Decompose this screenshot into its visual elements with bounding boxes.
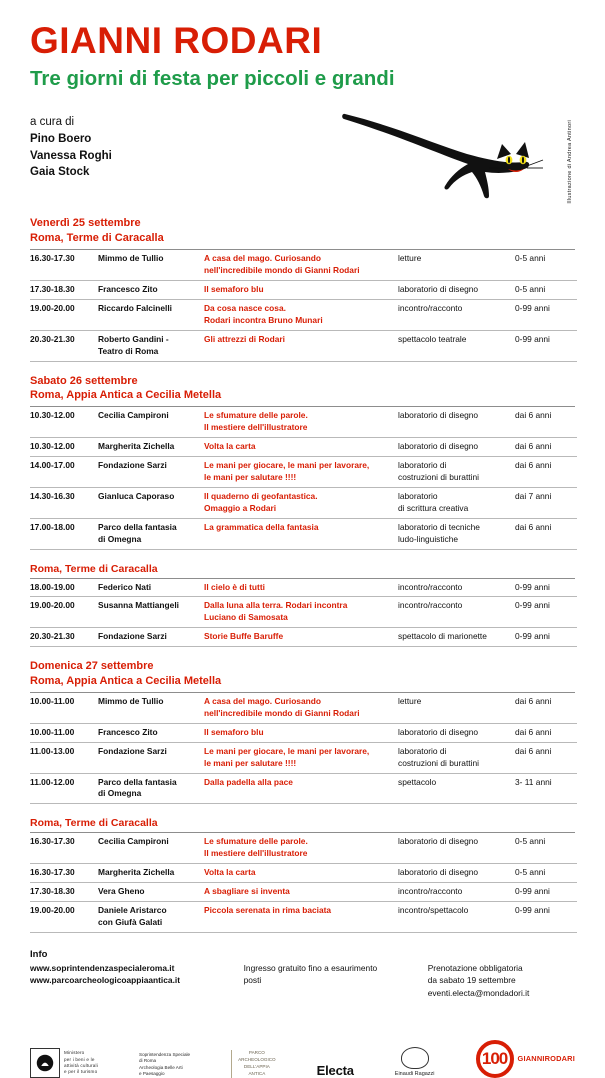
event-age: 0-5 anni: [515, 250, 577, 280]
event-what-line2: nell'incredibile mondo di Gianni Rodari: [204, 265, 360, 275]
event-kind: [398, 742, 515, 773]
event-what-line1: A casa del mago. Curiosando: [204, 695, 321, 706]
event-time: 19.00-20.00: [30, 597, 98, 628]
event-who: [98, 250, 204, 280]
events-table: [30, 407, 577, 549]
event-what: Volta la carta: [204, 864, 398, 883]
table-row: [30, 597, 577, 628]
day-heading: [30, 659, 575, 689]
info-block: [30, 949, 575, 1000]
event-who-line1: Parco della fantasia: [98, 521, 177, 532]
credits-row: [30, 114, 575, 204]
day-heading: [30, 216, 575, 246]
event-what-line1: A casa del mago. Curiosando: [204, 253, 321, 264]
mibact-line-4: e per il turismo: [64, 1068, 98, 1074]
event-what: [204, 742, 398, 773]
event-time: 10.00-11.00: [30, 723, 98, 742]
parco-line-1: PARCO: [248, 1050, 265, 1056]
event-age: dai 6 anni: [515, 407, 577, 437]
event-kind: spettacolo: [398, 773, 515, 804]
venue-heading: Roma, Terme di Caracalla: [30, 817, 158, 830]
event-what: [204, 597, 398, 628]
day-label: Sabato 26 settembre: [30, 374, 138, 387]
event-who: Cecilia Campironi: [98, 407, 204, 437]
event-who: [98, 518, 204, 549]
event-what-line1: Il quaderno di geofantastica.: [204, 490, 318, 501]
logo-einaudi-ragazzi: [395, 1047, 435, 1078]
cat-illustration: [339, 102, 549, 207]
day-label: Domenica 27 settembre: [30, 660, 154, 673]
event-who: [98, 902, 204, 933]
event-who: Susanna Mattiangeli: [98, 597, 204, 628]
event-age: 0-99 anni: [515, 883, 577, 902]
event-what-line2: Rodari incontra Bruno Munari: [204, 314, 323, 325]
venue-label: Roma, Appia Antica a Cecilia Metella: [30, 675, 222, 688]
einaudi-text: Einaudi Ragazzi: [394, 1070, 435, 1077]
day-heading: [30, 374, 575, 404]
event-what: [204, 833, 398, 863]
event-what-line2: Luciano di Samosata: [204, 612, 288, 623]
event-who: Margherita Zichella: [98, 438, 204, 457]
parco-line-3: DELL'APPIA: [243, 1063, 270, 1069]
event-age: dai 7 anni: [515, 487, 577, 518]
booking-email[interactable]: eventi.electa@mondadori.it: [427, 988, 530, 999]
day-label: Venerdì 25 settembre: [30, 217, 141, 230]
table-row: [30, 833, 577, 863]
event-what: Volta la carta: [204, 438, 398, 457]
event-age: dai 6 anni: [515, 693, 577, 723]
event-kind: laboratorio di disegno: [398, 407, 515, 437]
event-what: Gli attrezzi di Rodari: [204, 330, 398, 361]
event-kind-line2: ludo-linguistiche: [398, 533, 459, 544]
event-what: [204, 299, 398, 330]
event-age: 0-99 anni: [515, 628, 577, 647]
event-what: [204, 693, 398, 723]
table-row: [30, 742, 577, 773]
event-kind: laboratorio di disegno: [398, 723, 515, 742]
event-time: 20.30-21.30: [30, 628, 98, 647]
event-kind-line1: laboratorio di: [398, 745, 447, 756]
info-label: Info: [30, 948, 48, 960]
curator-name: Vanessa Roghi: [30, 149, 112, 162]
event-who-line1: Mimmo de Tullio: [98, 253, 164, 264]
booking-line-1: Prenotazione obbligatoria: [427, 962, 523, 973]
event-time: 20.30-21.30: [30, 330, 98, 361]
free-entry-line-1: Ingresso gratuito fino a esaurimento: [243, 962, 378, 973]
soprintendenza-text: [139, 1052, 190, 1078]
einaudi-block: [395, 1047, 435, 1078]
event-who: [98, 773, 204, 804]
event-what-line2: Omaggio a Rodari: [204, 502, 277, 513]
event-age: 0-5 anni: [515, 280, 577, 299]
event-who-line2: di Omegna: [98, 533, 142, 544]
free-entry-line-2: posti: [243, 975, 262, 986]
event-who: Fondazione Sarzi: [98, 456, 204, 487]
info-websites: [30, 962, 244, 1000]
sovr-line-2: di Roma: [139, 1058, 157, 1064]
event-age: 0-5 anni: [515, 864, 577, 883]
cat-svg: [339, 102, 549, 207]
event-what: Il semaforo blu: [204, 280, 398, 299]
table-row: [30, 628, 577, 647]
event-age: 0-99 anni: [515, 330, 577, 361]
events-table: [30, 250, 577, 361]
event-what-line2: Il mestiere dell'illustratore: [204, 422, 308, 433]
info-free-entry: [244, 962, 428, 1000]
event-what-line1: Dalla luna alla terra. Rodari incontra: [204, 600, 348, 611]
venue-heading: Roma, Terme di Caracalla: [30, 562, 158, 575]
page-subtitle: Tre giorni di festa per piccoli e grandi: [30, 66, 395, 90]
info-booking: [428, 962, 575, 1000]
event-kind: [398, 456, 515, 487]
illustration-credit: Illustrazione di Andrea Antinori: [567, 120, 573, 204]
event-time: 11.00-13.00: [30, 742, 98, 773]
event-kind: incontro/racconto: [398, 579, 515, 597]
event-age: 0-99 anni: [515, 579, 577, 597]
event-what: [204, 487, 398, 518]
events-table: [30, 693, 577, 804]
event-what: Dalla padella alla pace: [204, 773, 398, 804]
event-what-line1: Le sfumature delle parole.: [204, 836, 308, 847]
curator-name: Pino Boero: [30, 133, 92, 146]
mibact-line-1: Ministero: [64, 1050, 85, 1056]
event-kind-line2: costruzioni di burattini: [398, 471, 479, 482]
event-who: Francesco Zito: [98, 723, 204, 742]
event-who: Fondazione Sarzi: [98, 742, 204, 773]
event-kind-line1: laboratorio di tecniche: [398, 521, 480, 532]
event-what: [204, 250, 398, 280]
schedule: [30, 216, 575, 932]
event-time: 10.30-12.00: [30, 407, 98, 437]
parco-text: [231, 1050, 276, 1078]
event-time: 17.00-18.00: [30, 518, 98, 549]
curated-lead: a cura di: [30, 116, 75, 129]
event-time: 11.00-12.00: [30, 773, 98, 804]
event-who-line2: Teatro di Roma: [98, 345, 159, 356]
event-time: 19.00-20.00: [30, 299, 98, 330]
event-time: 17.30-18.30: [30, 883, 98, 902]
logo-electa: [317, 1063, 354, 1078]
event-kind: [398, 250, 515, 280]
logo-parco-appia: [231, 1050, 276, 1078]
logos-row: [30, 1020, 575, 1078]
event-kind: spettacolo teatrale: [398, 330, 515, 361]
event-who-line1: Daniele Aristarco: [98, 905, 167, 916]
event-kind: laboratorio di disegno: [398, 438, 515, 457]
event-kind: spettacolo di marionette: [398, 628, 515, 647]
event-age: dai 6 anni: [515, 456, 577, 487]
table-row: [30, 579, 577, 597]
table-row: [30, 902, 577, 933]
table-row: [30, 518, 577, 549]
website-link-2[interactable]: www.parcoarcheologicoappiaantica.it: [30, 975, 181, 986]
event-kind-line1: letture: [398, 253, 422, 264]
event-who: Francesco Zito: [98, 280, 204, 299]
event-what-line2: nell'incredibile mondo di Gianni Rodari: [204, 707, 360, 718]
event-kind-line1: laboratorio: [398, 490, 438, 501]
event-age: dai 6 anni: [515, 723, 577, 742]
event-what-line1: Da cosa nasce cosa.: [204, 302, 286, 313]
table-row: [30, 864, 577, 883]
venue-label: Roma, Terme di Caracalla: [30, 232, 164, 245]
info-columns: [30, 962, 575, 1000]
event-age: dai 6 anni: [515, 438, 577, 457]
mibact-text: [64, 1050, 98, 1075]
event-kind: [398, 518, 515, 549]
events-table: [30, 579, 577, 648]
event-what: Il semaforo blu: [204, 723, 398, 742]
event-what-line1: Le mani per giocare, le mani per lavorare,: [204, 459, 370, 470]
venue-label: Roma, Appia Antica a Cecilia Metella: [30, 389, 222, 402]
parco-line-2: ARCHEOLOGICO: [238, 1057, 276, 1063]
event-who: Fondazione Sarzi: [98, 628, 204, 647]
event-what-line2: le mani per salutare !!!!: [204, 757, 297, 768]
event-age: 0-99 anni: [515, 299, 577, 330]
page-title: GIANNI RODARI: [30, 20, 323, 61]
centenary-ring-icon: [476, 1040, 514, 1078]
event-kind-line2: di scrittura creativa: [398, 502, 469, 513]
centenary-name: GIANNIRODARI: [517, 1054, 575, 1064]
mibact-emblem-icon: [30, 1048, 60, 1078]
event-kind: laboratorio di disegno: [398, 833, 515, 863]
event-kind: laboratorio di disegno: [398, 864, 515, 883]
event-who: Federico Nati: [98, 579, 204, 597]
event-kind: incontro/racconto: [398, 597, 515, 628]
mibact-line-3: attività culturali: [64, 1062, 98, 1068]
table-row: [30, 438, 577, 457]
event-what: [204, 407, 398, 437]
event-who-line1: Parco della fantasia: [98, 776, 177, 787]
ostrich-brain-icon: [401, 1047, 429, 1069]
event-time: 19.00-20.00: [30, 902, 98, 933]
table-row: [30, 330, 577, 361]
event-age: dai 6 anni: [515, 518, 577, 549]
event-kind: incontro/racconto: [398, 883, 515, 902]
event-kind: incontro/spettacolo: [398, 902, 515, 933]
mibact-line-2: per i beni e le: [64, 1056, 95, 1062]
event-what: A sbagliare si inventa: [204, 883, 398, 902]
sovr-line-3: Archeologia Belle Arti: [139, 1064, 183, 1070]
event-who: [98, 330, 204, 361]
event-what-line1: Le sfumature delle parole.: [204, 410, 308, 421]
event-who: Margherita Zichella: [98, 864, 204, 883]
event-time: 17.30-18.30: [30, 280, 98, 299]
event-time: 16.30-17.30: [30, 864, 98, 883]
table-row: [30, 773, 577, 804]
events-table: [30, 833, 577, 933]
curator-name: Gaia Stock: [30, 166, 90, 179]
event-age: 0-99 anni: [515, 902, 577, 933]
event-what: Piccola serenata in rima baciata: [204, 902, 398, 933]
table-row: [30, 407, 577, 437]
event-what: La grammatica della fantasia: [204, 518, 398, 549]
sovr-line-4: e Paesaggio: [139, 1071, 165, 1077]
parco-line-4: ANTICA: [248, 1070, 266, 1076]
event-who-line2: di Omegna: [98, 788, 142, 799]
table-row: [30, 299, 577, 330]
logo-mibact: [30, 1048, 98, 1078]
event-kind: [398, 487, 515, 518]
sovr-line-1: Soprintendenza Speciale: [139, 1052, 191, 1058]
curators-block: [30, 114, 112, 181]
table-row: [30, 487, 577, 518]
mibact-glyph-icon: [36, 1054, 54, 1072]
event-who: Vera Gheno: [98, 883, 204, 902]
event-kind: letture: [398, 693, 515, 723]
event-what-line2: le mani per salutare !!!!: [204, 471, 297, 482]
event-what-line1: Le mani per giocare, le mani per lavorare,: [204, 745, 370, 756]
event-what: Il cielo è di tutti: [204, 579, 398, 597]
event-who: Gianluca Caporaso: [98, 487, 204, 518]
event-kind-line1: laboratorio di: [398, 459, 447, 470]
event-time: 10.00-11.00: [30, 693, 98, 723]
event-what: Storie Buffe Baruffe: [204, 628, 398, 647]
event-time: 18.00-19.00: [30, 579, 98, 597]
event-age: 0-99 anni: [515, 597, 577, 628]
event-age: dai 6 anni: [515, 742, 577, 773]
electa-text: Electa: [316, 1062, 354, 1078]
table-row: [30, 250, 577, 280]
event-kind-line2: costruzioni di burattini: [398, 757, 479, 768]
event-who: Riccardo Falcinelli: [98, 299, 204, 330]
event-age: 3- 11 anni: [515, 773, 577, 804]
table-row: [30, 883, 577, 902]
event-kind: incontro/racconto: [398, 299, 515, 330]
booking-line-2: da sabato 19 settembre: [427, 975, 516, 986]
event-time: 10.30-12.00: [30, 438, 98, 457]
event-age: 0-5 anni: [515, 833, 577, 863]
event-time: 16.30-17.30: [30, 833, 98, 863]
event-who: Mimmo de Tullio: [98, 693, 204, 723]
centenary-number: 100: [481, 1048, 508, 1068]
event-what-line2: Il mestiere dell'illustratore: [204, 848, 308, 859]
event-time: 14.30-16.30: [30, 487, 98, 518]
event-time: 16.30-17.30: [30, 250, 98, 280]
event-who-line1: Roberto Gandini -: [98, 333, 169, 344]
logo-soprintendenza: [139, 1052, 190, 1078]
table-row: [30, 280, 577, 299]
event-what: [204, 456, 398, 487]
table-row: [30, 693, 577, 723]
event-who-line2: con Giufà Galati: [98, 916, 163, 927]
event-kind: laboratorio di disegno: [398, 280, 515, 299]
event-who: Cecilia Campironi: [98, 833, 204, 863]
website-link-1[interactable]: www.soprintendenzaspecialeroma.it: [30, 962, 175, 973]
table-row: [30, 723, 577, 742]
table-row: [30, 456, 577, 487]
event-time: 14.00-17.00: [30, 456, 98, 487]
logo-gianni-rodari-100: [476, 1040, 575, 1078]
